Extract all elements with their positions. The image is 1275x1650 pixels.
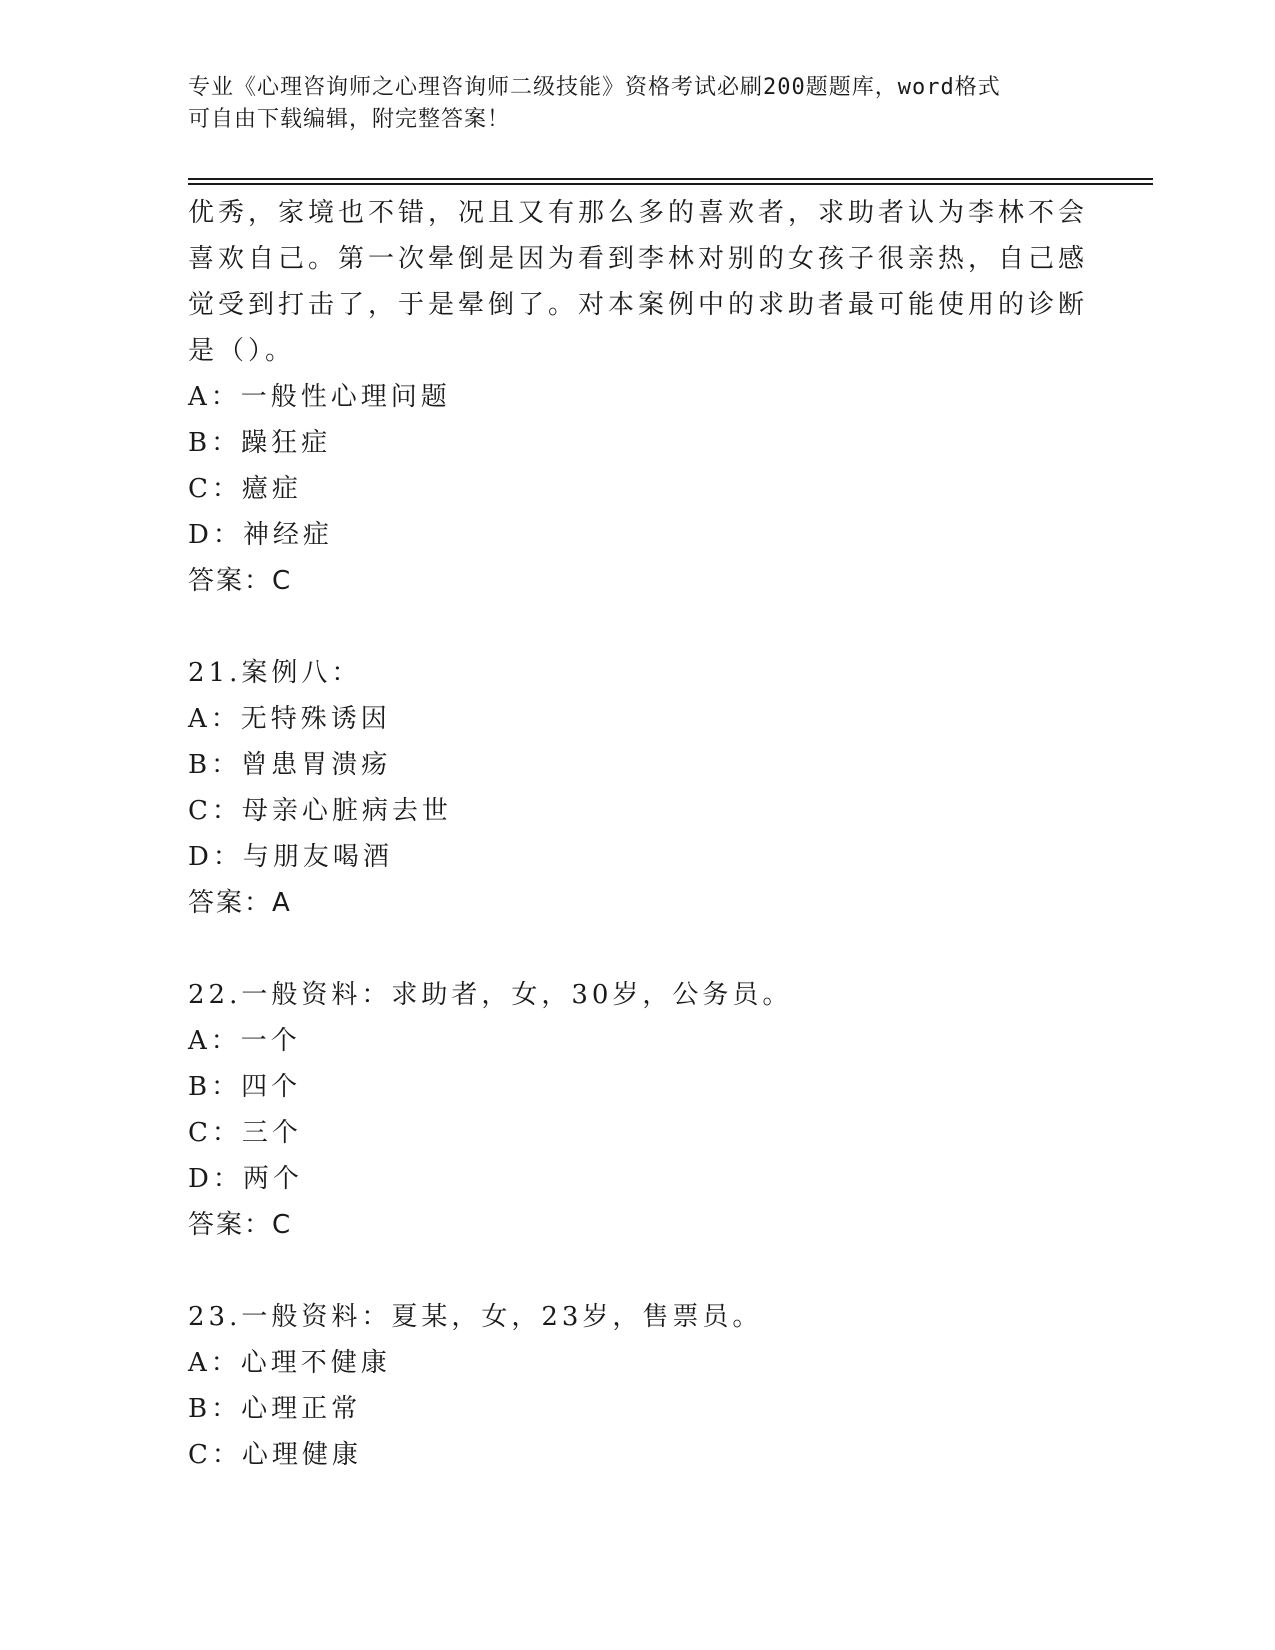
option-c: C：心理健康 xyxy=(188,1440,362,1470)
option-d: D：与朋友喝酒 xyxy=(188,842,393,872)
spacer xyxy=(188,604,1088,650)
stem-line: 是（）。 xyxy=(188,336,296,366)
spacer xyxy=(188,1248,1088,1294)
header-divider-top xyxy=(188,178,1153,180)
answer: 答案：C xyxy=(188,566,293,596)
stem-line: 优秀，家境也不错，况且又有那么多的喜欢者，求助者认为李林不会 xyxy=(188,198,1089,228)
spacer xyxy=(188,926,1088,972)
option-c: C：三个 xyxy=(188,1118,302,1148)
question-content xyxy=(188,190,1088,1478)
stem-line: 喜欢自己。第一次晕倒是因为看到李林对别的女孩子很亲热，自己感 xyxy=(188,244,1089,274)
question-stem: 23.一般资料：夏某，女，23岁，售票员。 xyxy=(188,1302,763,1332)
stem-line: 觉受到打击了，于是晕倒了。对本案例中的求助者最可能使用的诊断 xyxy=(188,290,1089,320)
option-c: C：癔症 xyxy=(188,474,302,504)
question-21 xyxy=(188,650,1088,926)
question-stem: 21.案例八： xyxy=(188,658,362,688)
header-divider-bottom xyxy=(188,183,1153,185)
option-c: C：母亲心脏病去世 xyxy=(188,796,452,826)
answer: 答案：C xyxy=(188,1210,293,1240)
option-b: B：曾患胃溃疡 xyxy=(188,750,392,780)
option-d: D：两个 xyxy=(188,1164,303,1194)
option-b: B：心理正常 xyxy=(188,1394,362,1424)
question-23 xyxy=(188,1294,1088,1478)
document-header xyxy=(188,72,1088,136)
question-22 xyxy=(188,972,1088,1248)
answer: 答案：A xyxy=(188,888,292,918)
header-line-2: 可自由下载编辑，附完整答案！ xyxy=(188,107,511,132)
option-d: D：神经症 xyxy=(188,520,333,550)
option-a: A：一个 xyxy=(188,1026,301,1056)
option-a: A：一般性心理问题 xyxy=(188,382,451,412)
question-20-continuation xyxy=(188,190,1088,604)
header-line-1: 专业《心理咨询师之心理咨询师二级技能》资格考试必刷200题题库，word格式 xyxy=(188,75,1001,100)
option-b: B：躁狂症 xyxy=(188,428,332,458)
option-a: A：心理不健康 xyxy=(188,1348,391,1378)
option-b: B：四个 xyxy=(188,1072,302,1102)
question-stem: 22.一般资料：求助者，女，30岁，公务员。 xyxy=(188,980,793,1010)
option-a: A：无特殊诱因 xyxy=(188,704,391,734)
